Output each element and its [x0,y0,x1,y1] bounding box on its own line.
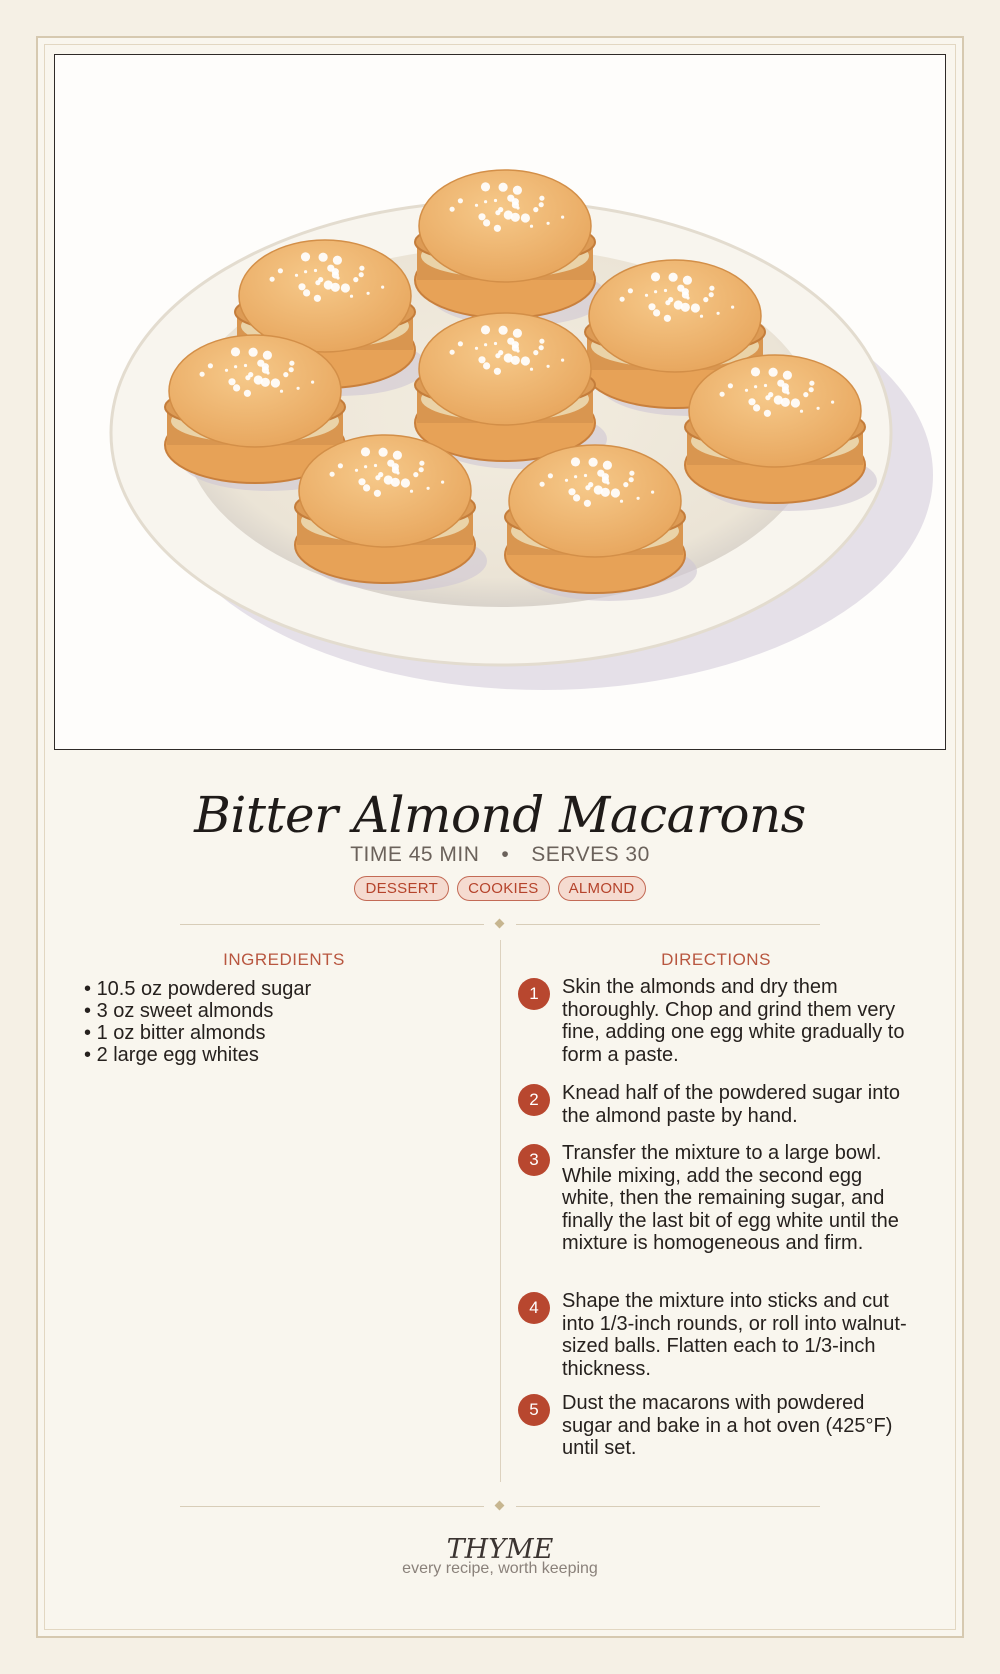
divider-bottom-right [516,1506,820,1507]
step-text: Knead half of the powdered sugar into the almond paste by hand. [562,1082,901,1127]
direction-step [518,976,918,1066]
ingredient-item: • 10.5 oz powdered sugar [84,978,464,1000]
direction-step [518,1082,918,1127]
step-text: Transfer the mixture to a large bowl. While mixing, add the second egg white, then the remaining sugar, and finally the last bit of egg white until the mixture is homogeneous and firm. [562,1142,899,1254]
tag-almond[interactable]: ALMOND [558,876,646,901]
ingredient-item: • 2 large egg whites [84,1044,464,1066]
step-number: 3 [518,1144,550,1176]
tag-cookies[interactable]: COOKIES [457,876,549,901]
ingredients-list [84,978,464,1066]
step-text: Shape the mixture into sticks and cut into 1/3-inch rounds, or roll into walnut-sized balls. Flatten each to 1/3-inch thickness. [562,1290,907,1380]
step-number: 2 [518,1084,550,1116]
ingredients-heading: INGREDIENTS [223,950,345,969]
directions-heading: DIRECTIONS [661,950,771,969]
ingredient-item: • 1 oz bitter almonds [84,1022,464,1044]
macaron-plate-illustration [55,55,946,750]
divider-bottom-left [180,1506,484,1507]
recipe-meta [0,843,1000,867]
tag-dessert[interactable]: DESSERT [354,876,449,901]
step-number: 1 [518,978,550,1010]
direction-step [518,1392,918,1460]
cook-time: TIME 45 MIN [350,843,480,866]
divider-top-right [516,924,820,925]
step-number: 5 [518,1394,550,1426]
meta-separator: • [501,843,510,866]
column-divider [500,940,501,1482]
recipe-title: Bitter Almond Macarons [194,786,806,844]
brand-logo: THYME [446,1534,554,1565]
step-text: Skin the almonds and dry them thoroughly. Chop and grind them very fine, adding one egg white gradually to form a paste. [562,976,905,1066]
step-text: Dust the macarons with powdered sugar and bake in a hot oven (425°F) until set. [562,1392,893,1459]
brand-tagline: every recipe, worth keeping [402,1560,598,1577]
ingredient-item: • 3 oz sweet almonds [84,1000,464,1022]
servings: SERVES 30 [531,843,650,866]
divider-top-left [180,924,484,925]
tag-list [0,876,1000,901]
step-number: 4 [518,1292,550,1324]
direction-step [518,1290,918,1380]
direction-step [518,1142,918,1255]
macaron [415,170,607,326]
recipe-photo [54,54,946,750]
